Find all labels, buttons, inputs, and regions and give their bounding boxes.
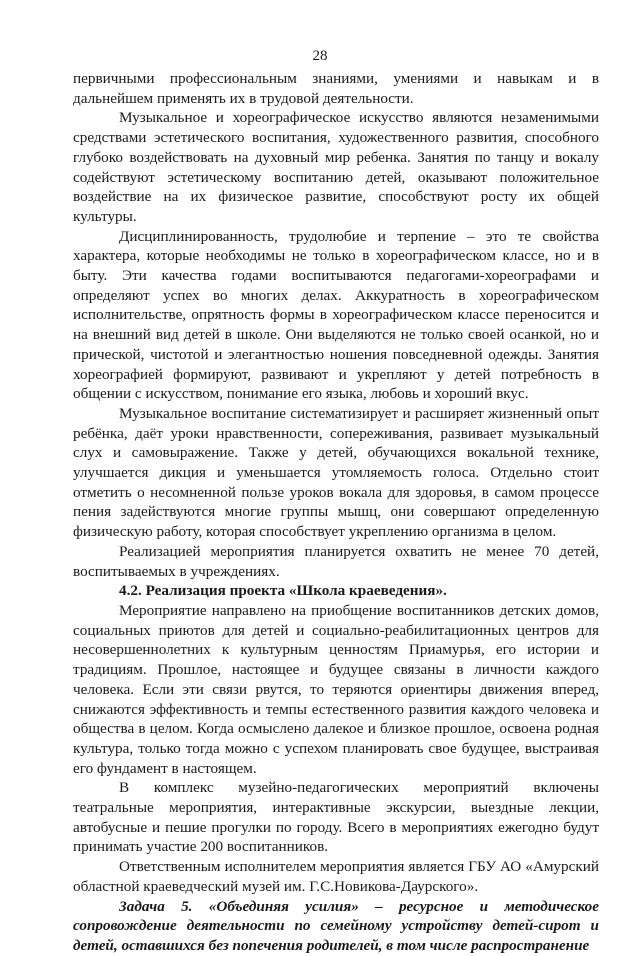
paragraph-local-history-school: Мероприятие направлено на приобщение воспитанников детских домов, социальных приютов для детей и социально-реабилитационных центров для несовершеннолетних к культурным ценностям Приамурья, его истории и традициям. Прошлое, настоящее и будущее связаны в личности каждого человека. Если эти связи рвутся, то теряются ориентиры движения вперед, снижаются эффективность и темпы естественного развития каждого человека и общества в целом. Когда осмыслено далекое и близкое прошлое, освоена родная культура, только тогда можно с успехом планировать свое будущее, выстраивая его фундамент в настоящем.: [73, 601, 599, 777]
paragraph-task-5: Задача 5. «Объединяя усилия» – ресурсное и методическое сопровождение деятельности по семейному устройству детей-сирот и детей, оставшихся без попечения родителей, в том числе распространение: [73, 897, 599, 954]
paragraph-responsible-executor: Ответственным исполнителем мероприятия является ГБУ АО «Амурский областной краеведческий музей им. Г.С.Новикова-Даурского».: [73, 858, 599, 895]
paragraph-continuation: первичными профессиональным знаниями, умениями и навыкам и в дальнейшем применять их в трудовой деятельности.: [73, 70, 599, 107]
section-heading: 4.2. Реализация проекта «Школа краеведения».: [119, 582, 447, 600]
page-number: 28: [312, 48, 328, 64]
paragraph-music-education: Музыкальное воспитание систематизирует и расширяет жизненный опыт ребёнка, даёт уроки нравственности, сопереживания, развивает музыкальный слух и самовыражение. Также у детей, обучающихся вокальной технике, улучшается дикция и уменьшается утомляемость голоса. Отдельно стоит отметить о несомненной пользе уроков вокала для здоровья, в самом процессе пения задействуются многие группы мышц, они совершают определенную физическую работу, которая способствует укреплению организма в целом.: [73, 404, 599, 541]
document-body: [73, 69, 599, 956]
paragraph-discipline: Дисциплинированность, трудолюбие и терпение – это те свойства характера, которые необходимы не только в хореографическом классе, но и в быту. Эти качества годами воспитываются педагогами-хореографами и определяют успех во многих делах. Аккуратность в хореографическом исполнительстве, опрятность формы в хореографическом классе переносится и на внешний вид детей в школе. Они выделяются не только своей осанкой, но и прической, чистотой и элегантностью ношения повседневной одежды. Занятия хореографией формируют, развивают и укрепляют у детей потребность в общении с искусством, понимание его языка, любовь и хороший вкус.: [73, 227, 599, 403]
paragraph-museum-activities: В комплекс музейно-педагогических мероприятий включены театральные мероприятия, интерактивные экскурсии, выездные лекции, автобусные и пешие прогулки по городу. Всего в мероприятиях ежегодно будут принимать участие 200 воспитанников.: [73, 779, 599, 856]
paragraph-implementation: Реализацией мероприятия планируется охватить не менее 70 детей, воспитываемых в учреждениях.: [73, 542, 599, 580]
paragraph-music-choreography: Музыкальное и хореографическое искусство являются незаменимыми средствами эстетического воспитания, художественного развития, способного глубоко воздействовать на духовный мир ребенка. Занятия по танцу и вокалу содействуют эстетическому воспитанию детей, оказывают положительное воздействие на их физическое развитие, способствуют росту их общей культуры.: [73, 109, 599, 225]
